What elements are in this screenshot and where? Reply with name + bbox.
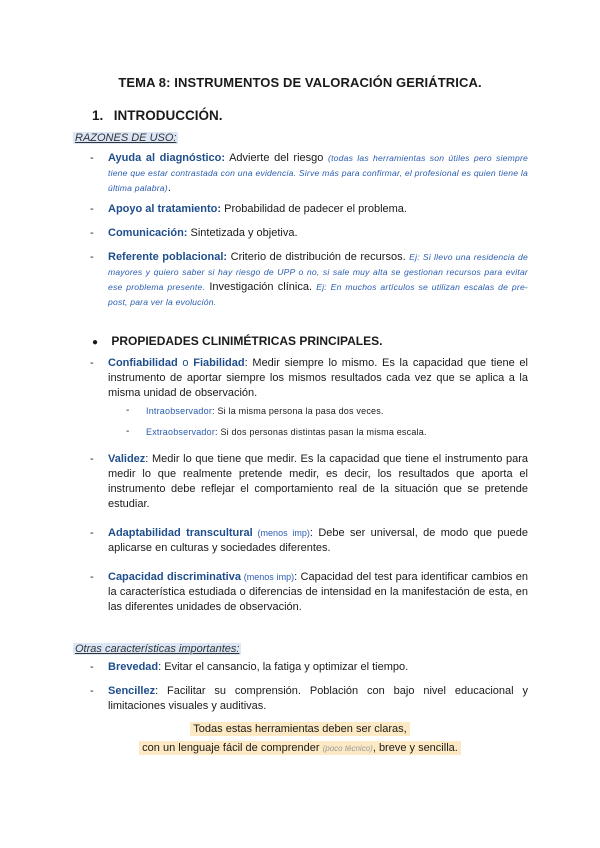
section-heading-introduccion [92,108,223,123]
list-dash: - [90,152,94,164]
term: Referente poblacional: [108,251,228,263]
item-note: (todas las herramientas son útiles pero siempre tiene que estar contrastada con una evidencia. Sirve más para confirmar, el profesional es quien tiene la última palabra) [108,153,528,193]
sub-text: : Si la misma persona la pasa dos veces. [212,406,384,416]
term: Brevedad [108,661,159,673]
razones-label: RAZONES DE USO: [75,132,177,144]
list-dash: - [90,357,94,369]
list-item-validez [108,452,528,512]
highlight: Todas estas herramientas deben ser claras, [190,722,409,736]
list-item-diagnostico [108,151,528,196]
item-note-2: Ej: En muchos artículos se utilizan escalas de pre-post, para ver la evolución. [108,282,528,307]
term: Sencillez [108,685,156,697]
item-text: Probabilidad de padecer el problema. [221,203,407,215]
section-title: INTRODUCCIÓN. [113,108,223,123]
highlight [139,741,461,755]
list-item-sencillez [108,684,528,714]
item-text: Advierte del riesgo [225,152,329,164]
item-text: : Medir siempre lo mismo. Es la capacidad que tiene el instrumento de aportar siempre los mismos resultados cada vez que se aplica a la misma unidad de observación. [108,357,528,399]
summary-line-2 [0,739,600,758]
item-note: Ej: Si llevo una residencia de mayores y quiero saber si hay riesgo de UPP o no, si sale muy alta se gestionan recursos para evitar ese problema presente. [108,252,528,292]
bullet-icon: ● [92,337,99,348]
list-dash: - [90,203,94,215]
otras-label: Otras características importantes: [75,643,240,655]
term: Comunicación: [108,227,188,239]
item-text: : Medir lo que tiene que medir. Es la capacidad que tiene el instrumento para medir lo que realmente pretende medir, es decir, los resultados que aporta el instrumento debe reflejar el comportamiento real de la situación que se pretende estudiar. [108,453,528,510]
summary-text-end: , breve y sencilla. [372,742,458,754]
list-item-poblacional [108,250,528,310]
term: Confiabilidad [108,357,178,369]
item-text: : Facilitar su comprensión. Población con bajo nivel educacional y limitaciones visuales y auditivas. [108,685,528,712]
list-item-brevedad [108,660,528,675]
item-text: : Capacidad del test para identificar cambios en la característica estudiada o diferencias de intensidad en la manifestación de esta, en las diferentes unidades de observación. [108,571,528,613]
sublist-item-intraobservador [146,404,384,418]
sublist-item-extraobservador [146,425,427,439]
sub-term: Intraobservador [146,406,213,416]
summary-note: (poco técnico) [322,744,373,753]
section-number: 1. [92,108,104,123]
term: Apoyo al tratamiento: [108,203,222,215]
list-item-comunicacion [108,226,528,241]
page-title: TEMA 8: INSTRUMENTOS DE VALORACIÓN GERIÁTRICA. [118,75,482,90]
term: Validez [108,453,146,465]
section-heading-propiedades [92,334,382,348]
list-dash: - [90,661,94,673]
term: Fiabilidad [193,357,245,369]
term: Ayuda al diagnóstico: [108,152,226,164]
item-tail: . [167,182,171,194]
importance-note: (menos imp) [240,572,295,582]
summary-text: con un lenguaje fácil de comprender [142,742,323,754]
item-text: : Debe ser universal, de modo que puede aplicarse en culturas y sociedades diferentes. [108,527,528,554]
list-item-confiabilidad [108,356,528,401]
section-title: PROPIEDADES CLINIMÉTRICAS PRINCIPALES. [111,334,383,348]
item-text: Criterio de distribución de recursos. [227,251,410,263]
item-text: Sintetizada y objetiva. [187,227,298,239]
list-dash: - [90,571,94,583]
list-dash: - [90,227,94,239]
sub-term: Extraobservador [146,427,216,437]
sublist-dash: - [126,405,130,416]
list-dash: - [90,527,94,539]
list-item-tratamiento [108,202,528,217]
term: Capacidad discriminativa [108,571,241,583]
summary-line-1 [0,720,600,739]
conjunction: o [177,357,194,369]
list-dash: - [90,453,94,465]
list-item-adaptabilidad [108,526,528,556]
sub-text: : Si dos personas distintas pasan la misma escala. [215,427,427,437]
item-text: : Evitar el cansancio, la fatiga y optimizar el tiempo. [158,661,409,673]
importance-note: (menos imp) [252,528,310,538]
sublist-dash: - [126,426,130,437]
list-dash: - [90,251,94,263]
list-item-capacidad [108,570,528,615]
term: Adaptabilidad transcultural [108,527,253,539]
item-text-2: Investigación clínica. [205,281,317,293]
list-dash: - [90,685,94,697]
